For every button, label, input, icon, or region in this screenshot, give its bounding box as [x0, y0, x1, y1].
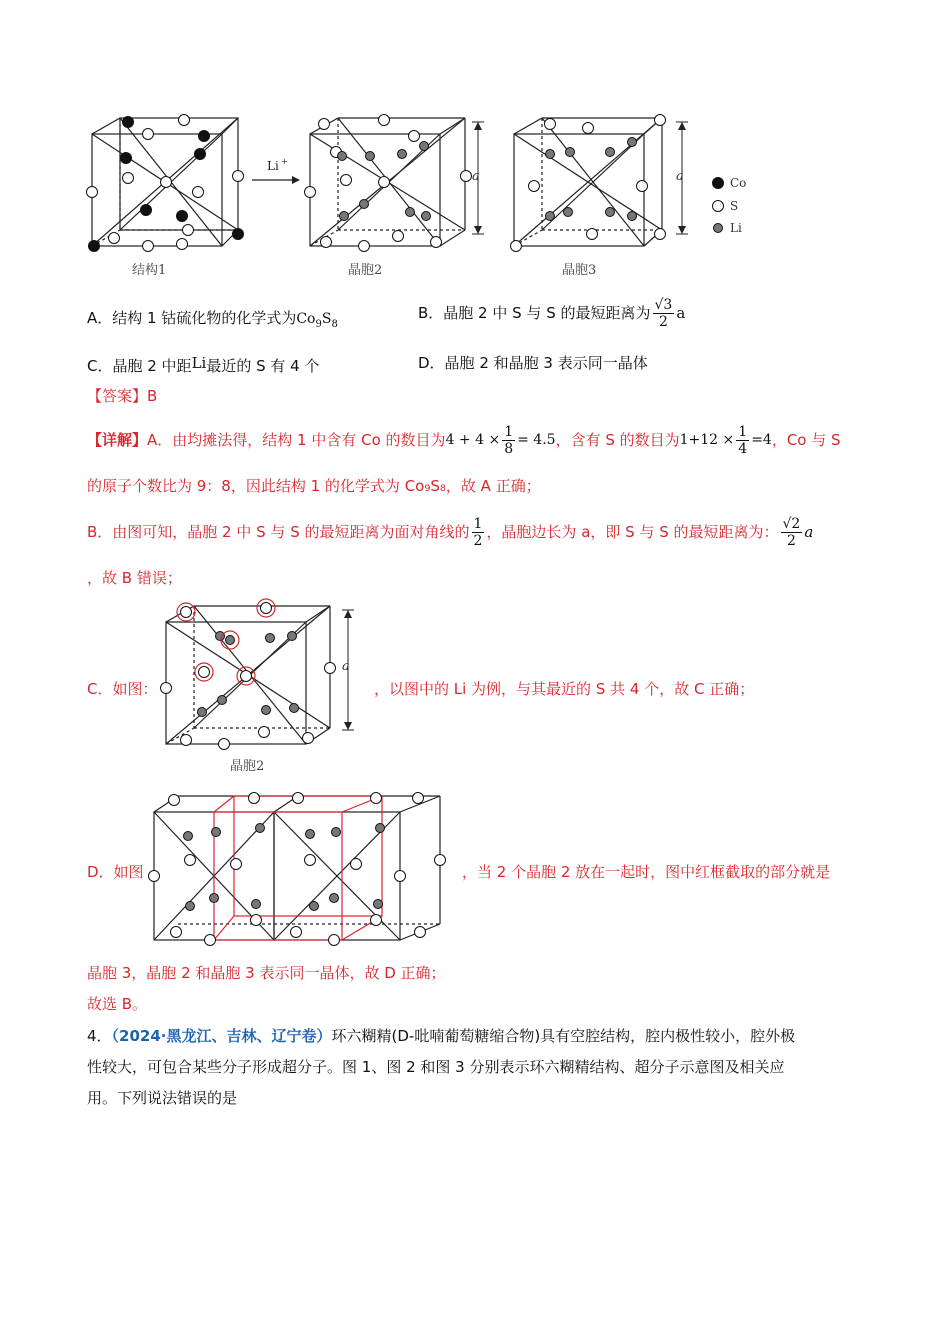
- exp-b-num: 1: [473, 515, 483, 532]
- exp-d-line2: 晶胞 3，晶胞 2 和晶胞 3 表示同一晶体，故 D 正确；: [87, 964, 446, 982]
- c-dim-label: a: [342, 659, 350, 674]
- caption-structure-1: 结构1: [132, 263, 167, 278]
- answer-label: 【答案】: [87, 387, 148, 405]
- formula-co: Co: [296, 311, 316, 327]
- exp-a-expr2-den: 4: [738, 440, 748, 457]
- exp-a-expr1-pre: 4 + 4 ×: [445, 432, 501, 448]
- explanation-label: 【详解】: [87, 431, 148, 449]
- option-d-text: D．晶胞 2 和晶胞 3 表示同一晶体: [418, 354, 648, 372]
- conclusion: 故选 B。: [87, 995, 148, 1013]
- cell-3-dimension: [676, 122, 688, 234]
- option-b-tail: a: [676, 304, 686, 322]
- q4-line3: 用。下列说法错误的是: [87, 1089, 238, 1107]
- exp-b-den2: 2: [786, 532, 796, 549]
- exp-a-pre: A．由均摊法得，结构 1 中含有 Co 的数目为: [147, 431, 446, 449]
- exp-b-pre: B．由图可知，晶胞 2 中 S 与 S 的最短距离为面对角线的: [87, 523, 470, 541]
- c-caption: 晶胞2: [230, 759, 265, 774]
- option-c-post: 最近的 S 有 4 个: [206, 357, 320, 375]
- option-c-li: Li: [191, 354, 207, 372]
- dim-label-a: a: [472, 169, 480, 184]
- legend-co: Co: [730, 176, 747, 190]
- explanation-b-line2: ，故 B 错误；: [87, 569, 182, 587]
- exp-d-post: ，当 2 个晶胞 2 放在一起时，图中红框截取的部分就是: [462, 863, 831, 881]
- caption-cell-3: 晶胞3: [562, 263, 597, 278]
- li-insertion-arrow: [252, 157, 300, 184]
- exp-c-pre: C．如图：: [87, 680, 158, 698]
- q4-source: （2024·黑龙江、吉林、辽宁卷）: [111, 1027, 332, 1045]
- formula-sub-8: 8: [331, 319, 338, 330]
- caption-cell-2: 晶胞2: [348, 263, 383, 278]
- formula-s: S: [321, 311, 332, 327]
- arrow-label: Li: [267, 159, 279, 173]
- exp-b-den: 2: [473, 532, 483, 549]
- legend-li: Li: [730, 221, 742, 235]
- answer-value: B: [147, 387, 158, 405]
- option-b[interactable]: [418, 297, 685, 330]
- exp-b-num2: √2: [782, 515, 801, 532]
- exp-a-expr1-num: 1: [504, 423, 514, 440]
- option-a[interactable]: [87, 307, 338, 336]
- q4-line1: 环六糊精(D-吡喃葡萄糖缩合物)具有空腔结构，腔内极性较小，腔外极: [331, 1027, 796, 1045]
- option-c[interactable]: [87, 352, 319, 377]
- option-b-den: 2: [658, 314, 668, 330]
- explanation-a-line1: [87, 420, 841, 460]
- arrow-label-sup: +: [281, 157, 288, 166]
- exp-a-mid: ，含有 S 的数目为: [555, 431, 680, 449]
- option-b-text: B．晶胞 2 中 S 与 S 的最短距离为: [418, 304, 651, 322]
- dim-label-a-2: a: [676, 169, 684, 184]
- exp-a-expr1-den: 8: [504, 440, 514, 457]
- exp-a-expr1-post: = 4.5: [517, 432, 556, 448]
- question-4-line1: [87, 1025, 795, 1047]
- cell-2-atoms: [305, 115, 472, 252]
- exp-b-mid: ，晶胞边长为 a，即 S 与 S 的最短距离为：: [486, 523, 779, 541]
- answer-line: [87, 385, 157, 407]
- legend-s: S: [730, 199, 739, 213]
- two-cells-figure: [148, 790, 458, 950]
- exp-a-end: ，Co 与 S: [771, 431, 841, 449]
- exp-d-pre: D．如图: [87, 863, 144, 881]
- formula-sub-9: 9: [315, 319, 322, 330]
- option-a-text: A．结构 1 钴硫化物的化学式为: [87, 309, 297, 327]
- explanation-b-line1: [87, 510, 813, 554]
- q4-number: 4．: [87, 1027, 112, 1045]
- cell-2-dimension: [472, 122, 484, 234]
- exp-c-post: ，以图中的 Li 为例，与其最近的 S 共 4 个，故 C 正确；: [374, 680, 755, 698]
- option-d[interactable]: [418, 352, 648, 374]
- option-b-num: √3: [654, 297, 673, 313]
- q4-line2: 性较大，可包合某些分子形成超分子。图 1、图 2 和图 3 分别表示环六糊精结构、超分子示意图及相关应: [87, 1058, 785, 1076]
- explanation-a-line2: 的原子个数比为 9：8，因此结构 1 的化学式为 Co₉S₈，故 A 正确；: [87, 477, 541, 495]
- legend: [713, 176, 747, 235]
- cell-2-highlight-figure: [158, 596, 370, 780]
- exp-b-tail: a: [804, 523, 814, 541]
- exp-a-expr2-num: 1: [738, 423, 748, 440]
- option-c-pre: C．晶胞 2 中距: [87, 357, 192, 375]
- exp-a-expr2-pre: 1+12 ×: [679, 432, 735, 448]
- crystal-structures-figure: [80, 108, 780, 286]
- exp-a-expr2-post: =4: [751, 432, 772, 448]
